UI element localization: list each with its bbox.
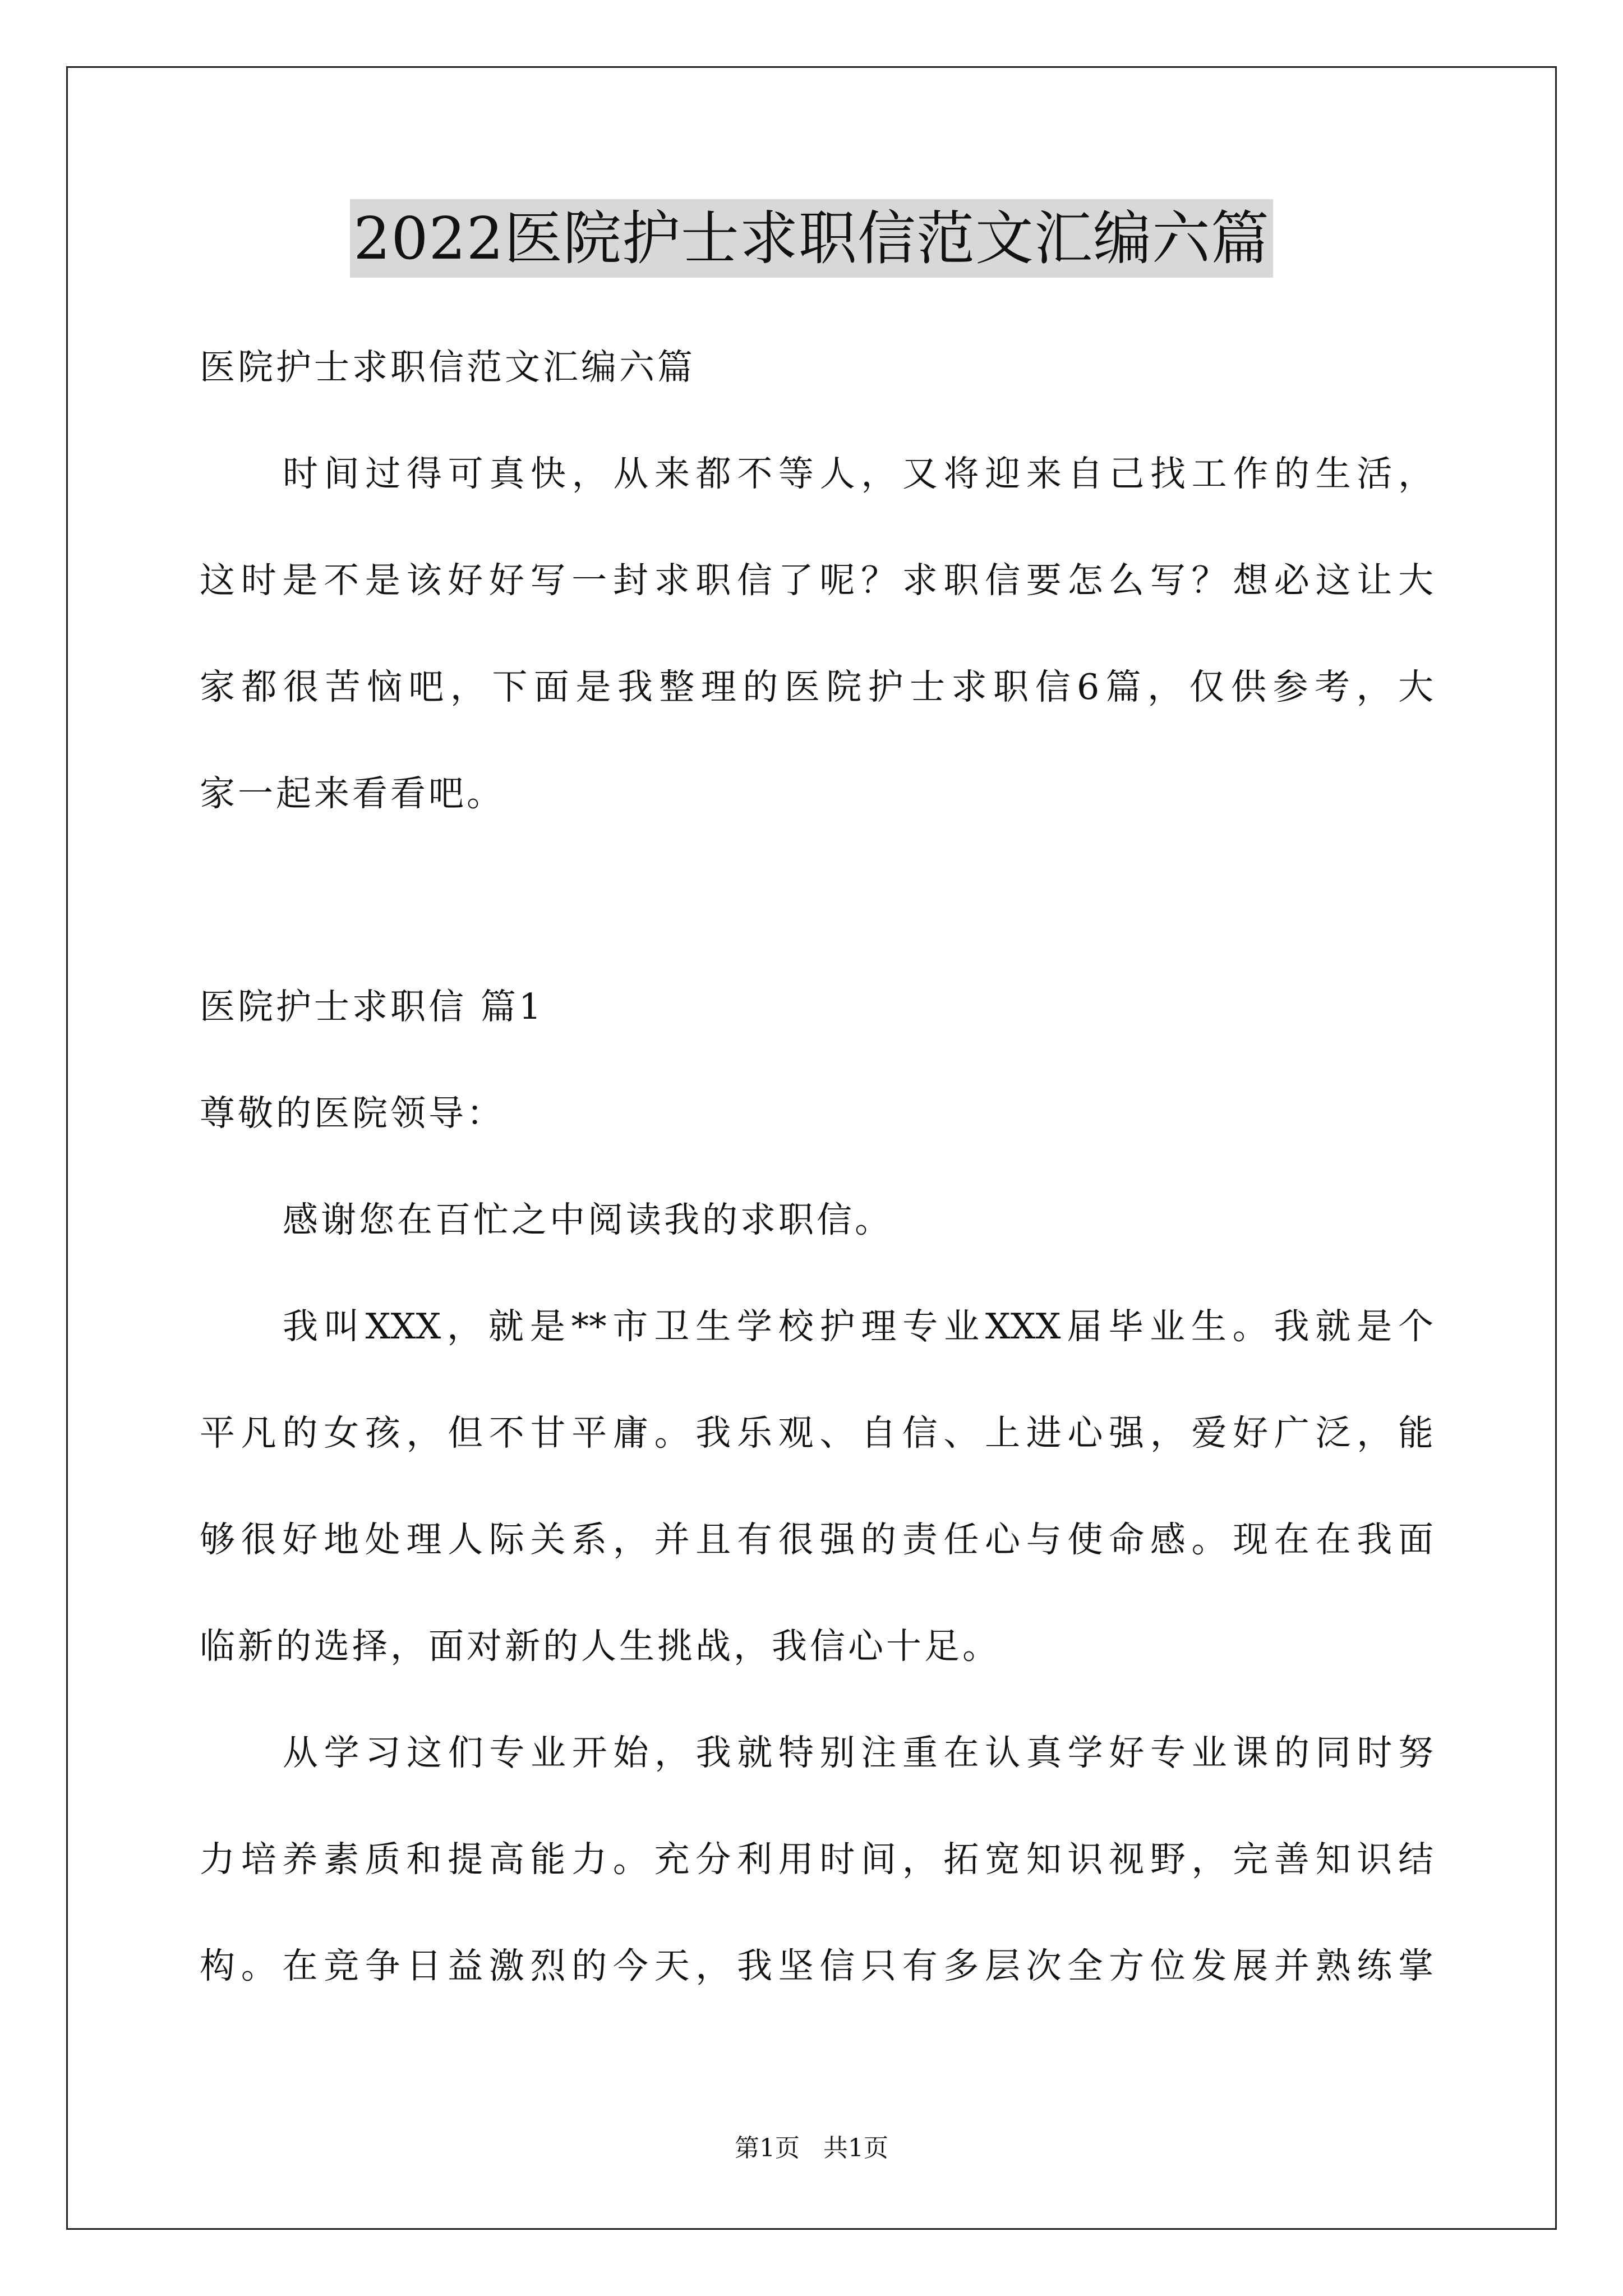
document-body xyxy=(200,314,1433,2019)
blank-line xyxy=(200,847,1433,954)
subtitle: 医院护士求职信范文汇编六篇 xyxy=(200,347,695,388)
document-title: 2022医院护士求职信范文汇编六篇 xyxy=(350,199,1273,278)
page-footer xyxy=(0,2132,1623,2165)
paragraph-2-line: 我叫XXX，就是**市卫生学校护理专业XXX届毕业生。我就是个 xyxy=(283,1306,1433,1347)
paragraph-3-line: 力培养素质和提高能力。充分利用时间，拓宽知识视野，完善知识结 xyxy=(200,1839,1433,1880)
intro-line: 这时是不是该好好写一封求职信了呢？求职信要怎么写？想必这让大 xyxy=(200,560,1433,601)
title-wrap xyxy=(0,199,1623,278)
paragraph-2-line: 临新的选择，面对新的人生挑战，我信心十足。 xyxy=(200,1626,1000,1667)
intro-line: 时间过得可真快，从来都不等人，又将迎来自己找工作的生活， xyxy=(283,453,1433,494)
page-number: 第1页 xyxy=(735,2134,800,2162)
salutation: 尊敬的医院领导： xyxy=(200,1093,505,1134)
paragraph-1: 感谢您在百忙之中阅读我的求职信。 xyxy=(283,1199,893,1240)
page-total: 共1页 xyxy=(823,2134,888,2162)
intro-line: 家一起来看看吧。 xyxy=(200,773,505,814)
paragraph-2-line: 够很好地处理人际关系，并且有很强的责任心与使命感。现在在我面 xyxy=(200,1519,1433,1560)
paragraph-2-line: 平凡的女孩，但不甘平庸。我乐观、自信、上进心强，爱好广泛，能 xyxy=(200,1412,1433,1453)
section-heading: 医院护士求职信 篇1 xyxy=(200,986,545,1027)
paragraph-3-line: 从学习这们专业开始，我就特别注重在认真学好专业课的同时努 xyxy=(283,1732,1433,1773)
paragraph-3-line: 构。在竞争日益激烈的今天，我坚信只有多层次全方位发展并熟练掌 xyxy=(200,1945,1433,1986)
intro-line: 家都很苦恼吧，下面是我整理的医院护士求职信6篇，仅供参考，大 xyxy=(200,666,1433,707)
